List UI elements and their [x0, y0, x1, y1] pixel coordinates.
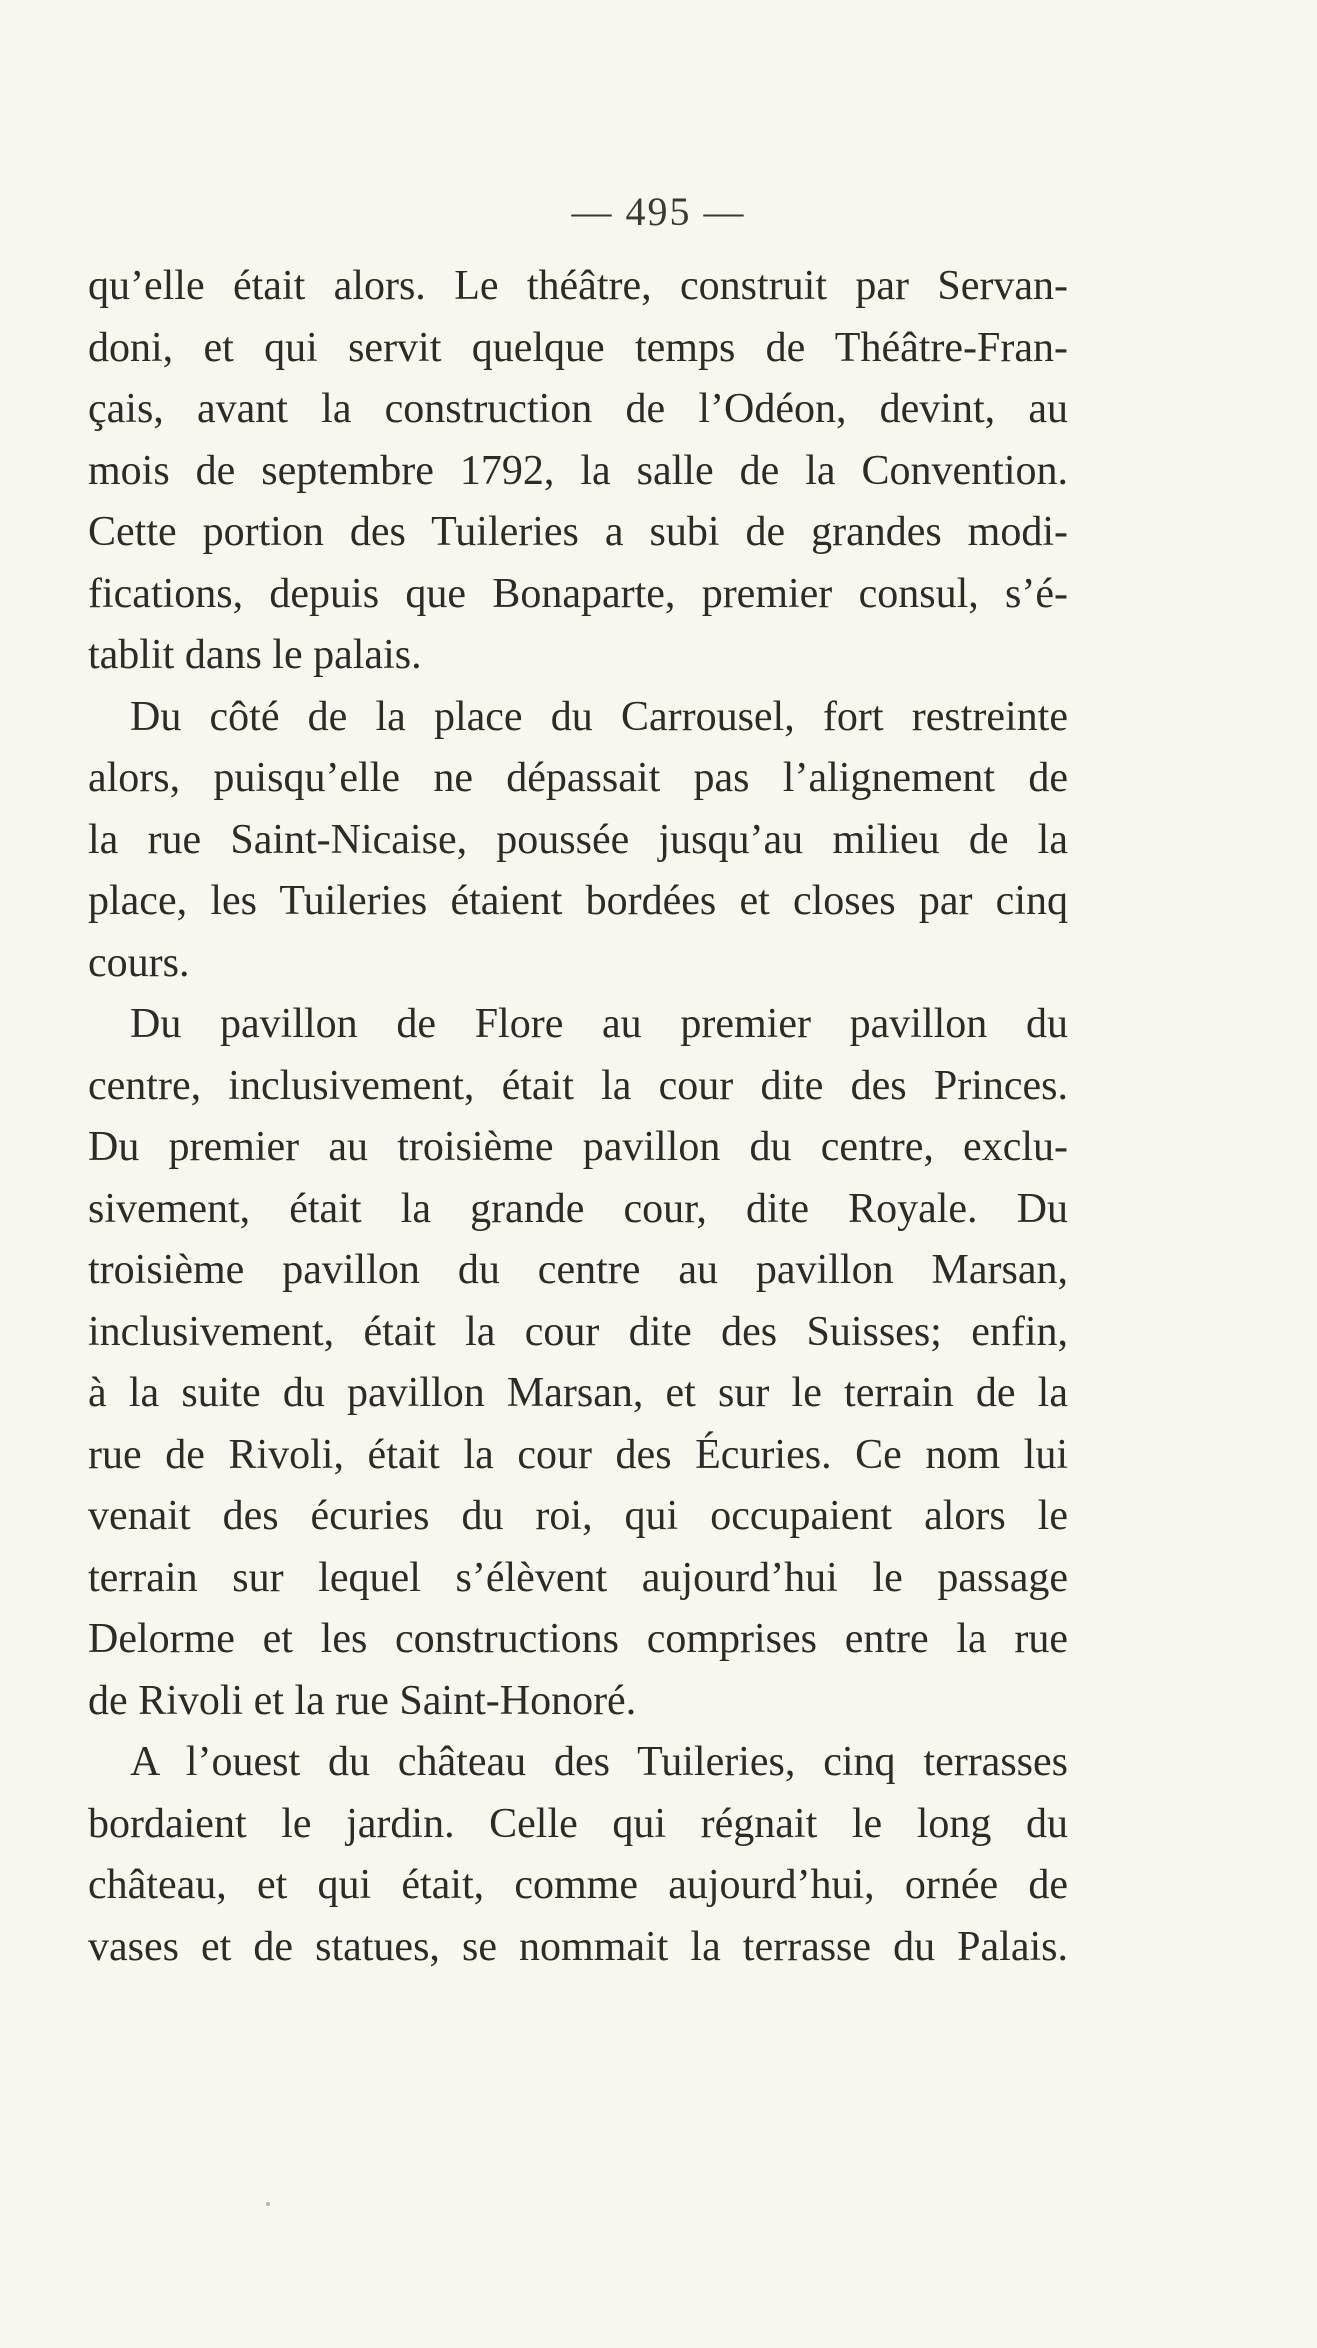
text-line: tablit dans le palais.: [88, 632, 422, 678]
text-line: venait des écuries du roi, qui occupaient alors le: [88, 1493, 1068, 1539]
text-line: Du côté de la place du Carrousel, fort restreinte: [130, 693, 1068, 740]
text-line: terrain sur lequel s’élèvent aujourd’hui le passage: [88, 1554, 1068, 1601]
text-line: place, les Tuileries étaient bordées et closes par cinq: [88, 878, 1068, 924]
text-line: fications, depuis que Bonaparte, premier consul, s’é-: [88, 570, 1068, 617]
text-line: Du premier au troisième pavillon du centre, exclu-: [88, 1124, 1068, 1170]
text-line: A l’ouest du château des Tuileries, cinq terrasses: [130, 1739, 1068, 1785]
text-line: vases et de statues, se nommait la terrasse du Palais.: [88, 1923, 1068, 1970]
text-line: qu’elle était alors. Le théâtre, construit par Servan-: [88, 263, 1068, 309]
paper-speck: [266, 2202, 270, 2206]
text-line: centre, inclusivement, était la cour dite des Princes.: [88, 1062, 1068, 1109]
text-line: bordaient le jardin. Celle qui régnait le long du: [88, 1800, 1068, 1847]
text-line: alors, puisqu’elle ne dépassait pas l’alignement de: [88, 755, 1068, 801]
text-line: çais, avant la construction de l’Odéon, devint, au: [88, 386, 1068, 432]
text-line: Cette portion des Tuileries a subi de grandes modi-: [88, 509, 1068, 555]
text-line: de Rivoli et la rue Saint-Honoré.: [88, 1677, 637, 1724]
text-line: château, et qui était, comme aujourd’hui, ornée de: [88, 1862, 1068, 1908]
text-line: Du pavillon de Flore au premier pavillon du: [130, 1001, 1068, 1047]
page-number: — 495 —: [571, 189, 746, 234]
text-line: Delorme et les constructions comprises entre la rue: [88, 1616, 1068, 1662]
text-line: sivement, était la grande cour, dite Royale. Du: [88, 1185, 1068, 1232]
text-line: rue de Rivoli, était la cour des Écuries. Ce nom lui: [88, 1431, 1068, 1478]
text-line: mois de septembre 1792, la salle de la Convention.: [88, 447, 1068, 494]
text-line: inclusivement, était la cour dite des Suisses; enfin,: [88, 1308, 1068, 1355]
text-line: cours.: [88, 939, 190, 986]
text-line: troisième pavillon du centre au pavillon Marsan,: [88, 1247, 1068, 1293]
text-line: à la suite du pavillon Marsan, et sur le terrain de la: [88, 1370, 1068, 1416]
text-line: doni, et qui servit quelque temps de Théâtre-Fran-: [88, 324, 1068, 371]
body-text: [88, 256, 1068, 1978]
text-line: la rue Saint-Nicaise, poussée jusqu’au milieu de la: [88, 816, 1068, 863]
